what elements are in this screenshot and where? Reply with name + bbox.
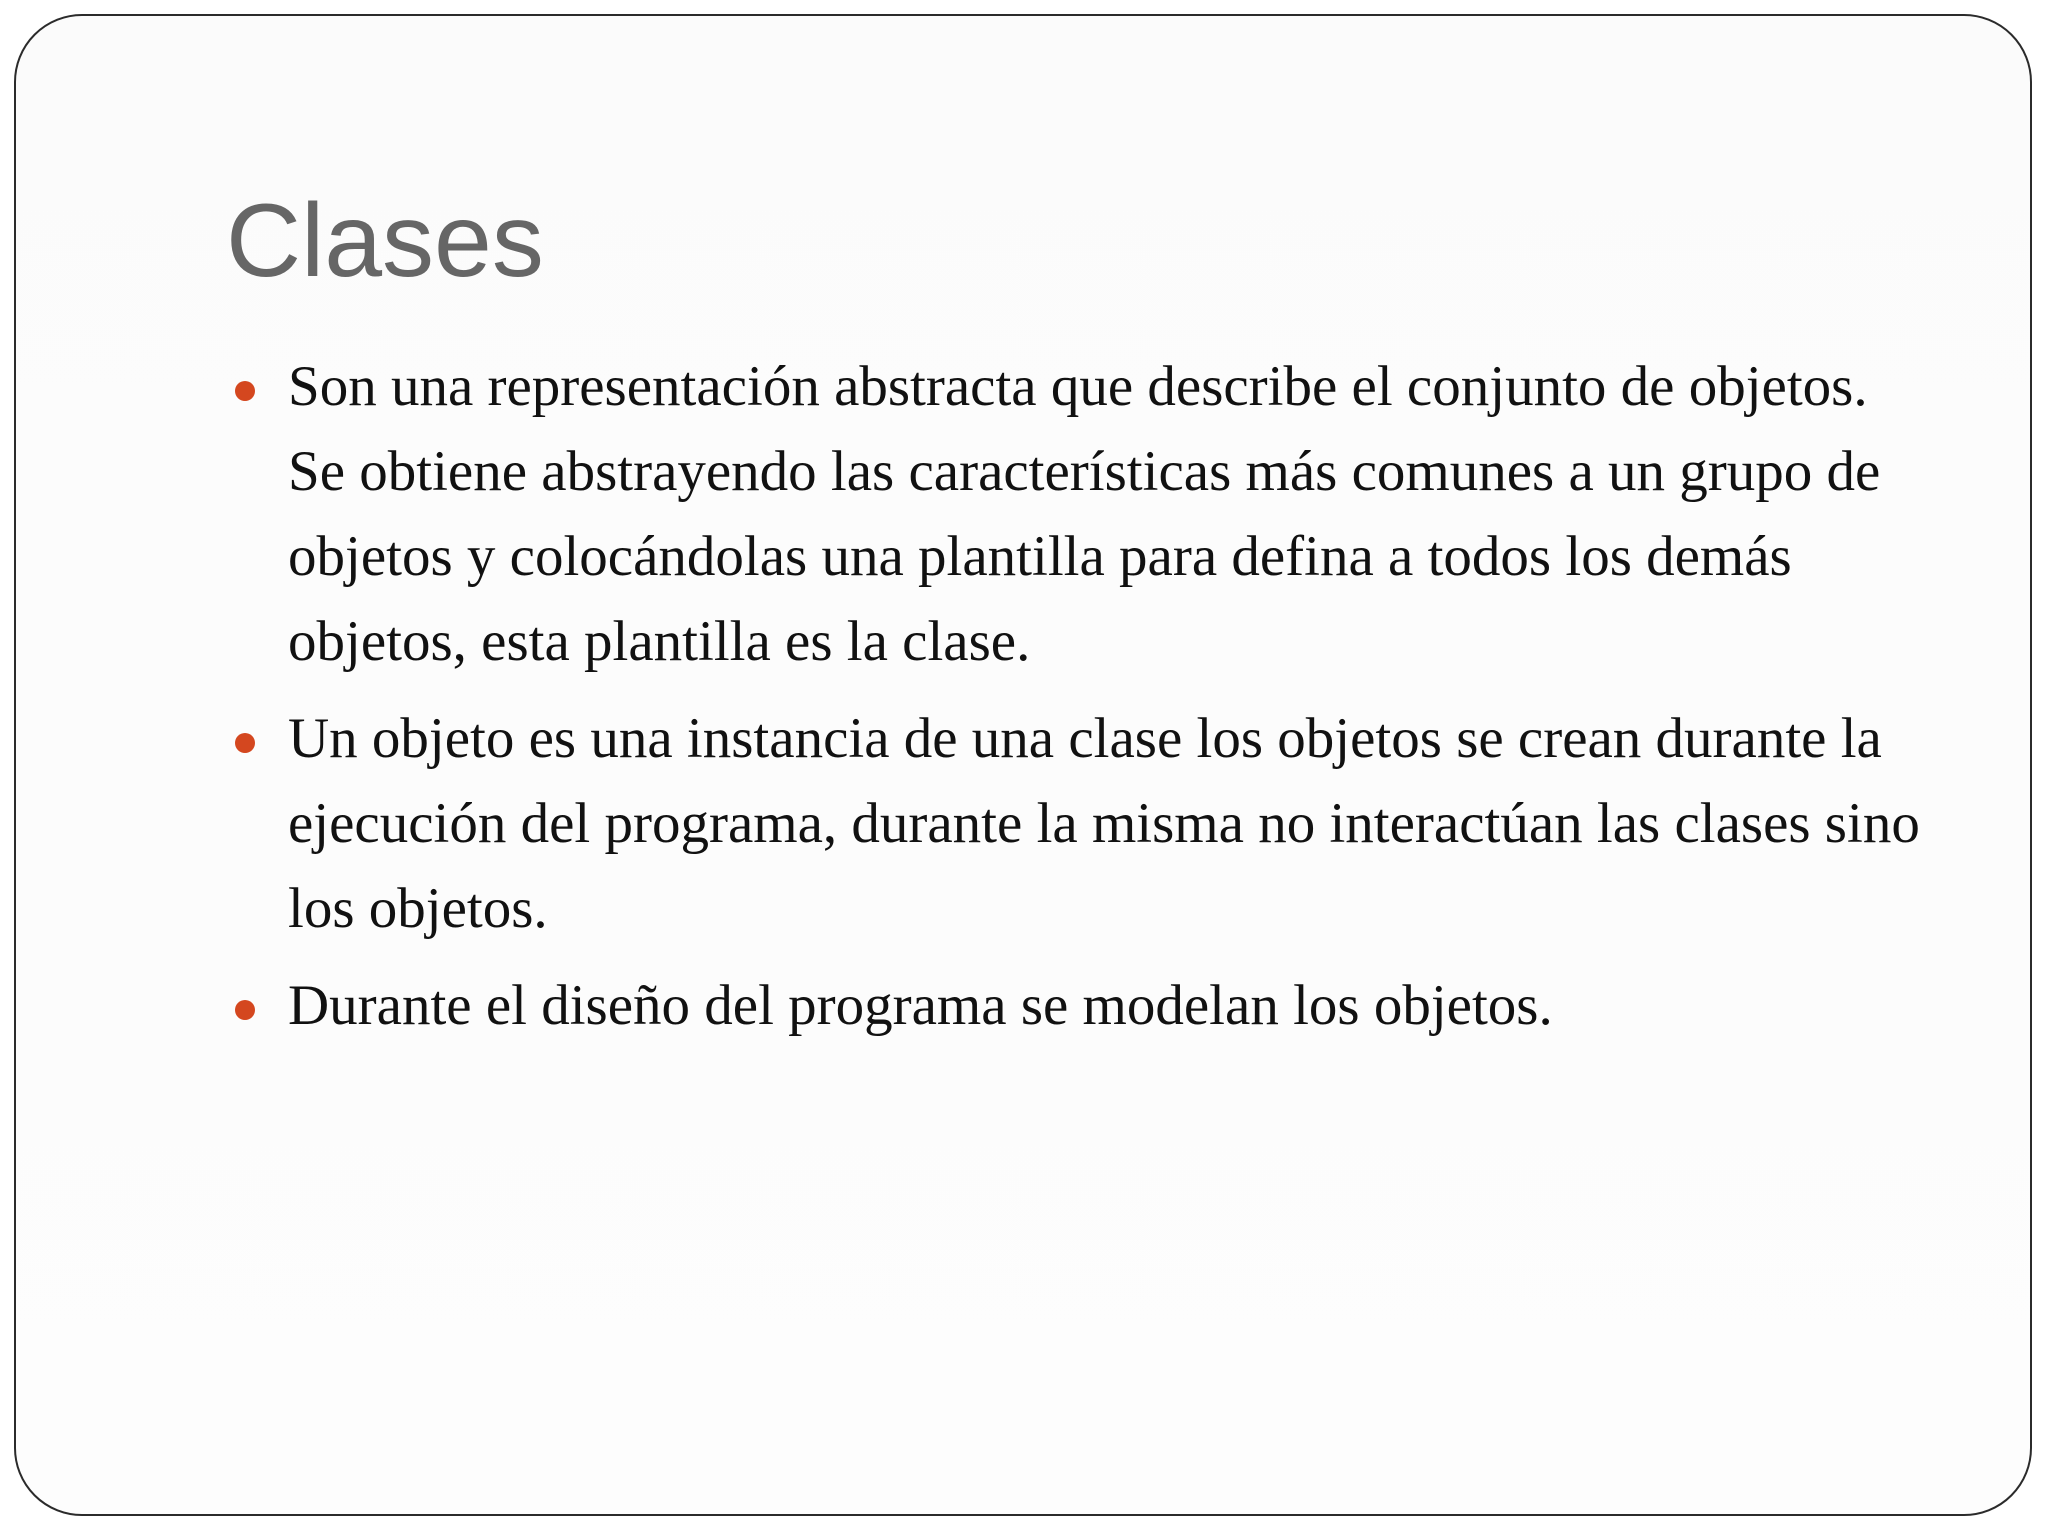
slide-title: Clases — [226, 183, 544, 299]
bullet-text: Son una representación abstracta que describe el conjunto de objetos. Se obtiene abstrayendo las características más comunes a un grupo de objetos y colocándolas una plantilla para defina a todos los demás objetos, esta plantilla es la clase. — [288, 355, 1881, 673]
bullet-dot-icon — [235, 733, 255, 753]
bullet-item — [16, 344, 2032, 684]
bullet-text: Durante el diseño del programa se modelan los objetos. — [288, 974, 1553, 1037]
bullet-dot-icon — [235, 1000, 255, 1020]
bullet-item — [16, 696, 2032, 951]
bullet-item — [16, 963, 2032, 1048]
bullet-list — [16, 344, 2032, 1060]
bullet-dot-icon — [235, 381, 255, 401]
slide — [14, 14, 2032, 1516]
bullet-text: Un objeto es una instancia de una clase los objetos se crean durante la ejecución del programa, durante la misma no interactúan las clases sino los objetos. — [288, 707, 1920, 940]
